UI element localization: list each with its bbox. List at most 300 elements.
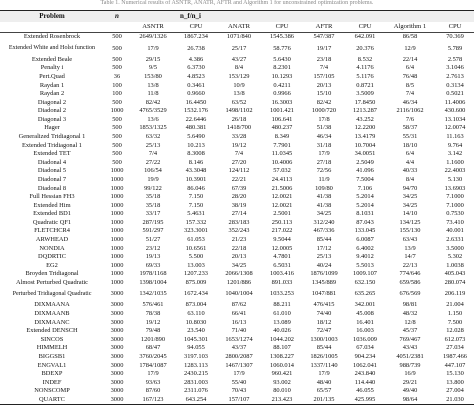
cpu-cell: 21.004	[446, 301, 464, 309]
iteration-cell: 55/40	[231, 378, 247, 386]
problem-cell: BDEXP	[41, 370, 63, 378]
iteration-cell: 72/56	[316, 167, 332, 175]
method-header: AFTR	[302, 22, 346, 33]
cpu-header: CPU	[262, 22, 302, 33]
n-cell: 3000	[110, 378, 124, 386]
cpu-cell: 480.381	[185, 124, 207, 132]
cpu-cell: 612.073	[444, 335, 466, 343]
cpu-cell: 2.7613	[446, 73, 464, 81]
iteration-cell: 76/48	[402, 73, 418, 81]
iteration-cell: 98/81	[402, 301, 418, 309]
iteration-cell: 43/37	[231, 344, 247, 352]
iteration-cell: 31/18	[316, 141, 332, 149]
iteration-cell: 35/18	[145, 201, 161, 209]
n-cell: 1000	[110, 253, 124, 261]
iteration-cell: 2649/1326	[139, 33, 167, 41]
table-row	[0, 176, 474, 185]
iteration-cell: 46/34	[316, 133, 332, 141]
iteration-cell: 7/6	[405, 115, 415, 123]
iteration-cell: 1342/1035	[139, 290, 167, 298]
table-row	[0, 310, 474, 319]
cpu-cell: 1.0038	[446, 261, 464, 269]
iteration-cell: 1826/1005	[310, 352, 338, 360]
iteration-cell: 12/9	[404, 44, 416, 52]
table-row	[0, 244, 474, 253]
cpu-cell: 2430.215	[184, 370, 208, 378]
table-row	[0, 33, 474, 42]
iteration-cell: 78/38	[145, 310, 161, 318]
iteration-cell: 16/9	[404, 370, 416, 378]
cpu-cell: 5.6490	[187, 133, 205, 141]
iteration-cell: 70/43	[231, 387, 247, 395]
cpu-cell: 41.096	[356, 167, 374, 175]
table-row	[0, 193, 474, 202]
iteration-cell: 13/9	[404, 244, 416, 252]
iteration-cell: 98/64	[384, 396, 436, 405]
cpu-cell: 1.150	[447, 310, 463, 318]
iteration-cell: 1300/1003	[310, 335, 338, 343]
table-row	[0, 318, 474, 327]
iteration-cell: 1337/1140	[310, 361, 338, 369]
cpu-cell: 11.163	[446, 133, 464, 141]
cpu-cell: 20.376	[356, 44, 374, 52]
cpu-cell: 10.7004	[354, 141, 376, 149]
iteration-cell: 21/23	[231, 236, 247, 243]
problem-cell: Raydan 2	[39, 90, 65, 98]
problem-cell: Perturbed Tridiagonal Quadratic	[12, 290, 92, 297]
iteration-cell: 7/4	[148, 150, 158, 158]
cpu-cell: 5.2014	[356, 193, 374, 201]
iteration-cell: 1418/700	[226, 124, 252, 132]
iteration-cell: 41/38	[316, 193, 332, 201]
problem-cell: QUARTC	[0, 396, 104, 405]
iteration-cell: 10/9	[233, 81, 245, 89]
iteration-cell: 22/13	[402, 261, 418, 269]
iteration-cell: 79/48	[145, 327, 161, 335]
iteration-cell: 94/70	[402, 184, 418, 192]
cpu-cell: 21.5006	[271, 184, 293, 192]
table-row	[0, 344, 474, 353]
iteration-cell: 69/33	[145, 261, 161, 269]
iteration-cell: 157/107	[216, 396, 262, 405]
iteration-cell: 19/17	[316, 44, 332, 52]
cpu-cell: 1045.301	[184, 335, 208, 343]
iteration-cell: 467/336	[313, 227, 335, 235]
cpu-cell: 635.265	[354, 290, 376, 298]
cpu-cell: 67.034	[356, 344, 374, 352]
cpu-cell: 0.3134	[446, 81, 464, 89]
iteration-cell: 6/4	[405, 64, 415, 72]
iteration-cell: 17/9	[233, 370, 245, 378]
cpu-cell: 15.130	[446, 370, 464, 378]
iteration-cell: 34/25	[402, 201, 418, 209]
problem-cell: Extended Tridiagonal 1	[22, 141, 82, 149]
method-header: ASNTR	[130, 22, 176, 33]
n-cell: 1000	[110, 227, 124, 235]
iteration-cell: 774/646	[399, 270, 421, 278]
cpu-cell: 632.150	[354, 278, 376, 286]
cpu-cell: 206.119	[444, 290, 466, 298]
iteration-cell: 8/4	[405, 175, 415, 183]
table-row	[0, 336, 474, 345]
iteration-cell: 22/14	[402, 55, 418, 63]
iteration-cell: 63/52	[231, 98, 247, 106]
iteration-cell: 1040/1004	[225, 290, 253, 298]
iteration-cell: 17/9	[147, 44, 159, 52]
iteration-cell: 988/739	[399, 361, 421, 369]
iteration-cell: 18/12	[316, 318, 332, 326]
cpu-cell: 11.0345	[271, 150, 293, 158]
cpu-cell: 34.0051	[354, 150, 376, 158]
n-cell: 3000	[110, 387, 124, 395]
problem-cell: Diadonal 8	[37, 184, 67, 192]
cpu-cell: 642.091	[354, 33, 376, 41]
problem-cell: Almost Perturbed Quadratic	[15, 278, 89, 286]
cpu-header: CPU	[176, 22, 216, 33]
cpu-cell: 217.022	[271, 227, 293, 235]
n-cell: 1000	[110, 175, 124, 183]
cpu-cell: 133.045	[354, 227, 376, 235]
table-caption: Table 1. Numerical results of ASNTR, ANATR, AFTR and Algorithm 1 for unconstrained optimization problems.	[100, 0, 374, 6]
cpu-cell: 12.2200	[354, 124, 376, 132]
cpu-cell: 430.600	[444, 107, 466, 115]
n-cell: 3000	[110, 335, 124, 343]
n-cell: 1000	[110, 167, 124, 175]
problem-cell: DIXMAANB	[34, 310, 70, 318]
cpu-cell: 22.6446	[185, 115, 207, 123]
cpu-cell: 8.1031	[356, 210, 374, 218]
table-row	[0, 396, 474, 405]
iteration-cell: 2116/1062	[396, 107, 424, 115]
problem-cell: Generalized Tridiagonal 1	[18, 133, 86, 141]
iteration-cell: 41/38	[316, 201, 332, 209]
cpu-cell: 88.107	[273, 344, 291, 352]
header-row	[0, 11, 474, 23]
table-row	[0, 116, 474, 125]
n-cell: 36	[113, 73, 121, 81]
cpu-cell: 8.146	[188, 158, 204, 166]
iteration-cell: 74/40	[316, 310, 332, 318]
cpu-cell: 13.6903	[444, 184, 466, 192]
iteration-cell: 4/4	[405, 158, 415, 166]
cpu-cell: 9.764	[447, 141, 463, 149]
cpu-cell: 243.840	[354, 370, 376, 378]
n-header: n	[104, 11, 130, 23]
table-row	[0, 42, 474, 56]
table-row	[0, 387, 474, 396]
cpu-cell: 106.641	[271, 115, 293, 123]
cpu-cell: 0.4211	[273, 81, 291, 89]
cpu-cell: 1987.466	[443, 352, 467, 360]
cpu-cell: 46.055	[356, 387, 374, 395]
cpu-cell: 323.3001	[184, 227, 208, 235]
cpu-cell: 13.4179	[354, 133, 376, 141]
iteration-cell: 7/4	[319, 64, 329, 72]
cpu-header: CPU	[436, 22, 474, 33]
cpu-cell: 16.3003	[271, 98, 293, 106]
iteration-cell: 99/122	[144, 184, 162, 192]
n-cell: 500	[112, 133, 122, 141]
cpu-cell: 6.5031	[273, 261, 291, 269]
cpu-cell: 891.033	[271, 278, 293, 286]
n-cell: 1000	[110, 193, 124, 201]
problem-cell: BIGGSB1	[38, 352, 66, 360]
iteration-cell: 287/195	[142, 218, 164, 226]
iteration-cell: 17/9	[318, 370, 330, 378]
iteration-cell: 14/7	[404, 253, 416, 261]
cpu-cell: 0.3461	[187, 81, 205, 89]
problem-cell: Penalty i	[40, 64, 64, 72]
cpu-cell: 87.043	[356, 218, 374, 226]
iteration-cell: 82/42	[316, 98, 332, 106]
n-cell: 500	[112, 64, 122, 72]
problem-cell: Extended Beale	[31, 55, 73, 63]
iteration-cell: 3760/2045	[139, 352, 167, 360]
cpu-cell: 27.034	[446, 344, 464, 352]
iteration-cell: 93/63	[145, 378, 161, 386]
cpu-cell: 57.032	[273, 167, 291, 175]
iteration-cell: 82/42	[145, 98, 161, 106]
problem-cell: ARWHEAD	[35, 236, 69, 243]
iteration-cell: 66/41	[231, 310, 247, 318]
cpu-cell: 4.7801	[273, 253, 291, 261]
iteration-cell: 1201/886	[226, 278, 252, 286]
problem-cell: DIXMAANA	[34, 301, 70, 309]
nf-ni-header: n_f/n_i	[130, 11, 474, 23]
iteration-cell: 153/129	[228, 73, 250, 81]
iteration-cell: 11/9	[318, 175, 330, 183]
problem-cell: Diagonal 2	[37, 98, 67, 106]
table-row	[0, 73, 474, 82]
iteration-cell: 1784/1087	[139, 361, 167, 369]
cpu-cell: 86.046	[187, 184, 205, 192]
table-row	[0, 210, 474, 219]
problem-cell: Extended BD1	[33, 210, 71, 218]
cpu-cell: 7.150	[188, 193, 204, 201]
cpu-cell: 63.110	[187, 310, 205, 318]
iteration-cell: 1000/720	[311, 107, 337, 115]
iteration-cell: 134/125	[399, 218, 421, 226]
iteration-cell: 8/4	[234, 64, 244, 72]
cpu-cell: 3.5000	[446, 244, 464, 252]
cpu-cell: 4.8523	[187, 73, 205, 81]
cpu-cell: 9.5044	[273, 236, 291, 243]
cpu-cell: 1213.287	[353, 107, 377, 115]
iteration-cell: 29/21	[402, 378, 418, 386]
iteration-cell: 26/18	[231, 115, 247, 123]
cpu-cell: 1672.434	[184, 290, 208, 298]
cpu-cell: 1062.041	[353, 361, 377, 369]
table-row	[0, 98, 474, 107]
cpu-cell: 1545.386	[270, 33, 294, 41]
iteration-cell: 7/4	[405, 90, 415, 98]
cpu-cell: 643.254	[176, 396, 216, 405]
table-row	[0, 184, 474, 193]
cpu-cell: 1532.176	[184, 107, 208, 115]
iteration-cell: 591/297	[142, 227, 164, 235]
cpu-cell: 5.6430	[273, 55, 291, 63]
method-header: Algorithm 1	[384, 22, 436, 33]
cpu-cell: 213.423	[262, 396, 302, 405]
cpu-cell: 7.1000	[446, 201, 464, 209]
cpu-cell: 10.213	[187, 141, 205, 149]
problem-cell: Full Hessian FH3	[29, 193, 75, 201]
cpu-header: CPU	[346, 22, 384, 33]
iteration-cell: 85/44	[316, 236, 332, 243]
table-row	[0, 64, 474, 73]
table-row	[0, 201, 474, 210]
n-cell: 1000	[110, 236, 124, 243]
iteration-cell: 58/37	[402, 124, 418, 132]
cpu-cell: 45.008	[356, 310, 374, 318]
iteration-cell: 157/105	[313, 73, 335, 81]
iteration-cell: 34/25	[316, 210, 332, 218]
problem-cell: Diadonal 2	[37, 107, 67, 115]
cpu-cell: 9.4012	[356, 253, 374, 261]
problem-cell: Quadratic QF1	[32, 218, 72, 226]
cpu-cell: 5.500	[188, 253, 204, 261]
table-row	[0, 353, 474, 362]
cpu-cell: 70.369	[446, 33, 464, 41]
cpu-cell: 0.9660	[187, 90, 205, 98]
iteration-cell: 1398/1004	[139, 278, 167, 286]
cpu-cell: 2.5049	[356, 158, 374, 166]
iteration-cell: 63/43	[402, 236, 418, 243]
table-row	[0, 150, 474, 159]
cpu-cell: 0.9966	[273, 90, 291, 98]
n-cell: 3000	[104, 396, 130, 405]
iteration-cell: 17/8	[318, 115, 330, 123]
n-cell: 500	[112, 98, 122, 106]
cpu-cell: 405.043	[444, 270, 466, 278]
iteration-cell: 85/44	[316, 344, 332, 352]
cpu-cell: 3.142	[447, 150, 463, 158]
cpu-cell: 8.3008	[187, 150, 205, 158]
cpu-cell: 114.440	[354, 378, 376, 386]
cpu-cell: 2.5001	[273, 210, 291, 218]
iteration-cell: 576/461	[142, 301, 164, 309]
n-cell: 1000	[110, 244, 124, 252]
n-cell: 3000	[110, 344, 124, 352]
problem-cell: EG2	[46, 261, 58, 269]
problem-cell: Diagonal 3	[37, 115, 67, 123]
iteration-cell: 34/25	[402, 193, 418, 201]
cpu-cell: 1036.009	[353, 335, 377, 343]
problem-cell: NONDIA	[39, 244, 65, 252]
iteration-cell: 4765/3529	[139, 107, 167, 115]
n-cell: 1000	[110, 201, 124, 209]
cpu-cell: 5.130	[447, 175, 463, 183]
table-row	[0, 301, 474, 310]
iteration-cell: 87/60	[145, 387, 161, 395]
iteration-cell: 109/80	[315, 184, 333, 192]
cpu-cell: 22.4003	[444, 167, 466, 175]
iteration-cell: 29/15	[145, 55, 161, 63]
table-row	[0, 327, 474, 336]
iteration-cell: 769/467	[399, 335, 421, 343]
iteration-cell: 48/40	[316, 378, 332, 386]
cpu-cell: 21.030	[436, 396, 474, 405]
iteration-cell: 43/27	[231, 55, 247, 63]
problem-cell: Extended Rosenbrock	[23, 33, 81, 41]
iteration-cell: 1047/881	[311, 290, 337, 298]
cpu-cell: 43.3048	[185, 167, 207, 175]
n-cell: 3000	[110, 327, 124, 335]
iteration-cell: 476/415	[313, 301, 335, 309]
n-cell: 3000	[110, 290, 124, 298]
cpu-cell: 13.800	[446, 378, 464, 386]
iteration-cell: 25/13	[316, 253, 332, 261]
problem-cell: Extended White and Holst function	[8, 45, 96, 52]
iteration-cell: 17/9	[147, 370, 159, 378]
cpu-cell: 16.401	[356, 318, 374, 326]
n-cell: 1000	[110, 107, 124, 115]
iteration-cell: 28/20	[231, 193, 247, 201]
table-row	[0, 81, 474, 90]
cpu-cell: 0.5021	[446, 90, 464, 98]
n-cell: 1000	[110, 218, 124, 226]
n-cell: 3000	[110, 318, 124, 326]
n-cell: 100	[112, 90, 122, 98]
iteration-cell: 23/12	[145, 244, 161, 252]
problem-cell: DIXMAANC	[34, 318, 70, 326]
iteration-cell: 35/18	[145, 193, 161, 201]
iteration-cell: 1071/840	[226, 33, 252, 41]
n-cell: 1000	[110, 278, 124, 286]
cpu-cell: 480.237	[271, 124, 293, 132]
iteration-cell: 22/21	[231, 175, 247, 183]
table-row	[0, 90, 474, 99]
iteration-cell: 2800/2087	[225, 352, 253, 360]
cpu-cell: 73.410	[446, 218, 464, 226]
cpu-cell: 2.6331	[446, 236, 464, 243]
problem-cell: FLETCHCR4	[34, 227, 70, 235]
table-row	[0, 167, 474, 176]
iteration-cell: 14/10	[402, 210, 418, 218]
cpu-cell: 12.0005	[271, 244, 293, 252]
cpu-cell: 17.8450	[354, 98, 376, 106]
iteration-cell: 11/8	[147, 90, 159, 98]
cpu-cell: 7.150	[188, 201, 204, 209]
cpu-cell: 12.0021	[271, 193, 293, 201]
cpu-cell: 342.001	[354, 301, 376, 309]
problem-cell: INDEF	[42, 378, 62, 386]
cpu-cell: 27.004	[446, 387, 464, 395]
iteration-cell: 34/25	[231, 261, 247, 269]
n-cell: 1000	[110, 270, 124, 278]
iteration-cell: 19/12	[145, 318, 161, 326]
iteration-cell: 1876/1099	[310, 270, 338, 278]
iteration-cell: 51/38	[316, 124, 332, 132]
n-cell: 3000	[110, 370, 124, 378]
cpu-cell: 12.028	[446, 327, 464, 335]
cpu-cell: 93.002	[273, 378, 291, 386]
cpu-cell: 23.540	[187, 327, 205, 335]
cpu-cell: 1.1600	[446, 158, 464, 166]
problem-cell: HIMMELH	[36, 344, 68, 352]
cpu-cell: 10.6561	[185, 244, 207, 252]
iteration-cell: 1345/889	[311, 278, 337, 286]
results-table	[0, 10, 474, 405]
cpu-cell: 24.4113	[271, 175, 293, 183]
iteration-cell: 547/387	[313, 33, 335, 41]
problem-header: Problem	[0, 11, 104, 23]
problem-cell: Diadonal 7	[37, 175, 67, 183]
cpu-cell: 875.009	[185, 278, 207, 286]
cpu-cell: 88.211	[273, 301, 291, 309]
cpu-cell: 8.349	[274, 133, 290, 141]
iteration-cell: 18/10	[402, 141, 418, 149]
